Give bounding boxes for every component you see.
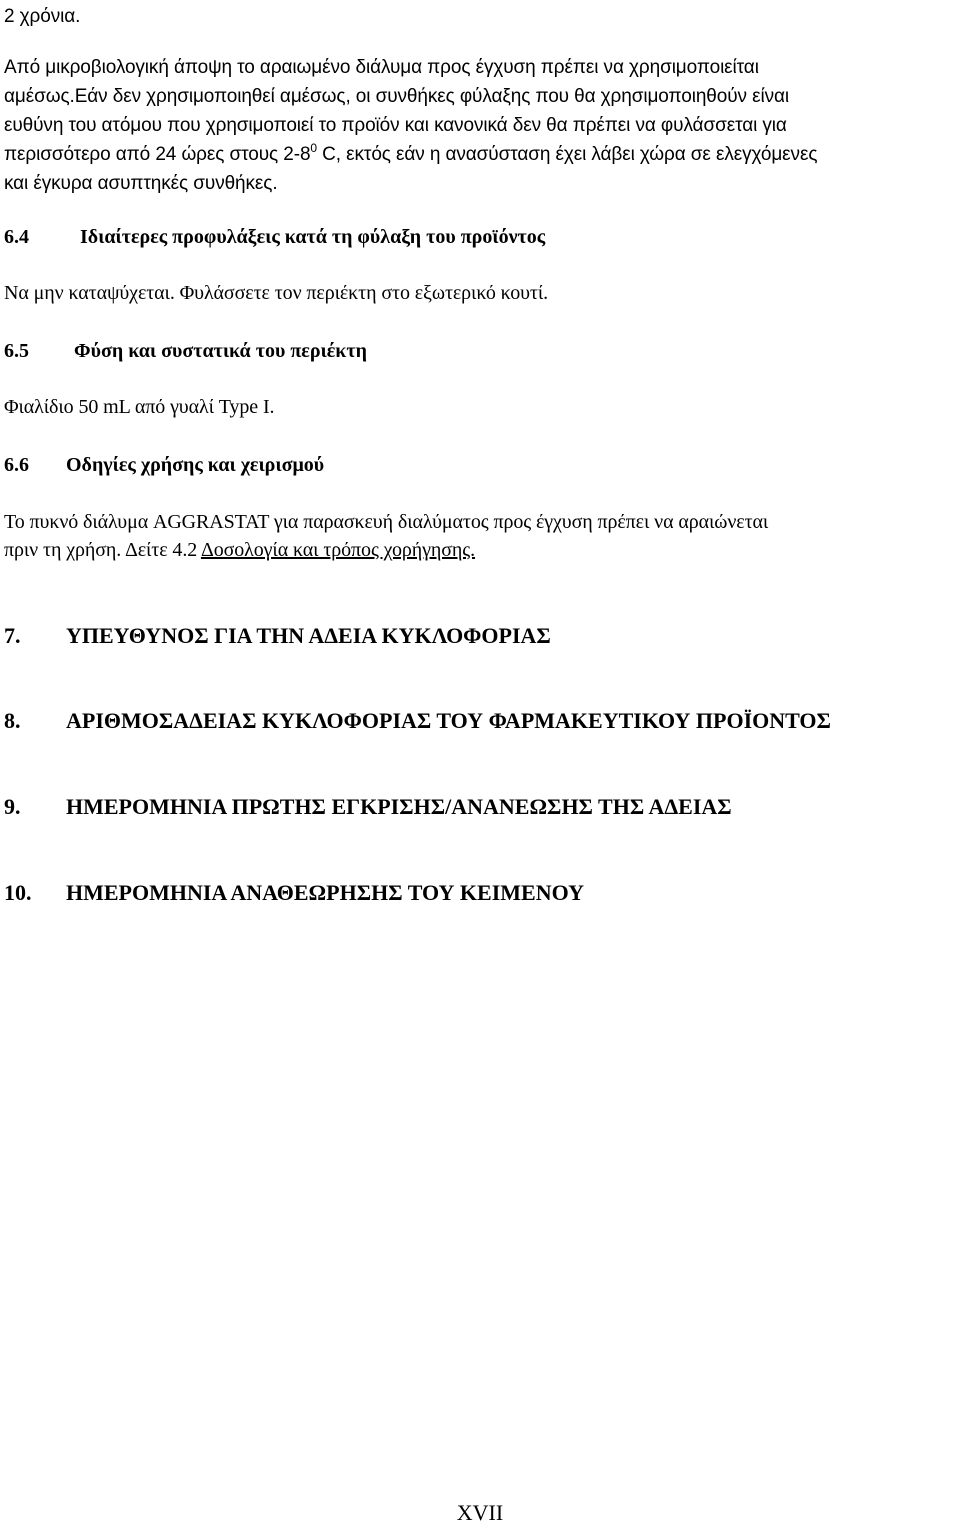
para-line: αμέσως.Εάν δεν χρησιμοποιηθεί αμέσως, οι συνθήκες φύλαξης που θα χρησιμοποιηθούν είναι: [4, 86, 789, 107]
heading-number: 10.: [4, 880, 32, 905]
heading-text: ΑΡΙΘΜΟΣΑΔΕΙΑΣ ΚΥΚΛΟΦΟΡΙΑΣ ΤΟΥ ΦΑΡΜΑΚΕΥΤΙΚΟΥ ΠΡΟΪΟΝΤΟΣ: [66, 708, 831, 733]
section-title: Οδηγίες χρήσης και χειρισμού: [66, 454, 325, 476]
section-number: 6.4: [4, 226, 29, 248]
para-line: ευθύνη του ατόμου που χρησιμοποιεί το προϊόν και κανονικά δεν θα πρέπει να φυλάσσεται για: [4, 115, 787, 136]
heading-number: 7.: [4, 623, 21, 648]
section-body: [4, 539, 475, 562]
section-number: 6.5: [4, 340, 29, 362]
para-line: [4, 140, 817, 171]
heading-9: [4, 794, 732, 820]
heading-7: [4, 623, 551, 649]
section-body: Φιαλίδιο 50 mL από γυαλί Type I.: [4, 396, 275, 418]
heading-text: ΗΜΕΡΟΜΗΝΙΑ ΑΝΑΘΕΩΡΗΣΗΣ ΤΟΥ ΚΕΙΜΕΝΟΥ: [66, 880, 585, 905]
heading-10: [4, 880, 584, 906]
section-heading-6-6: [4, 454, 324, 477]
section-heading-6-5: [4, 340, 367, 363]
section-body: Το πυκνό διάλυμα AGGRASTAT για παρασκευή διαλύματος προς έγχυση πρέπει να αραιώνεται: [4, 511, 769, 533]
heading-number: 9.: [4, 794, 21, 819]
page-number: XVII: [456, 1500, 504, 1525]
heading-number: 8.: [4, 708, 21, 733]
para-line: Από μικροβιολογική άποψη το αραιωμένο διάλυμα προς έγχυση πρέπει να χρησιμοποιείται: [4, 57, 759, 78]
para-text: περισσότερο από 24 ώρες στους 2-8: [4, 144, 311, 165]
para-line: και έγκυρα ασυπτηκές συνθήκες.: [4, 173, 278, 194]
heading-8: [4, 708, 831, 734]
section-body: Να μην καταψύχεται. Φυλάσσετε τον περιέκτη στο εξωτερικό κουτί.: [4, 282, 549, 304]
superscript: 0: [310, 141, 317, 155]
section-title: Φύση και συστατικά του περιέκτη: [74, 340, 367, 362]
section-heading-6-4: [4, 226, 545, 249]
heading-text: ΗΜΕΡΟΜΗΝΙΑ ΠΡΩΤΗΣ ΕΓΚΡΙΣΗΣ/ΑΝΑΝΕΩΣΗΣ ΤΗΣ ΑΔΕΙΑΣ: [66, 794, 732, 819]
section-number: 6.6: [4, 454, 29, 476]
body-text: πριν τη χρήση. Δείτε 4.2: [4, 539, 201, 561]
para-text: C, εκτός εάν η ανασύσταση έχει λάβει χώρα σε ελεγχόμενες: [316, 144, 818, 165]
cross-reference-link[interactable]: Δοσολογία και τρόπος χορήγησης.: [200, 539, 476, 561]
intro-line: 2 χρόνια.: [4, 6, 81, 27]
heading-text: ΥΠΕΥΘΥΝΟΣ ΓΙΑ ΤΗΝ ΑΔΕΙΑ ΚΥΚΛΟΦΟΡΙΑΣ: [66, 623, 551, 648]
section-title: Ιδιαίτερες προφυλάξεις κατά τη φύλαξη του προϊόντος: [80, 226, 546, 248]
